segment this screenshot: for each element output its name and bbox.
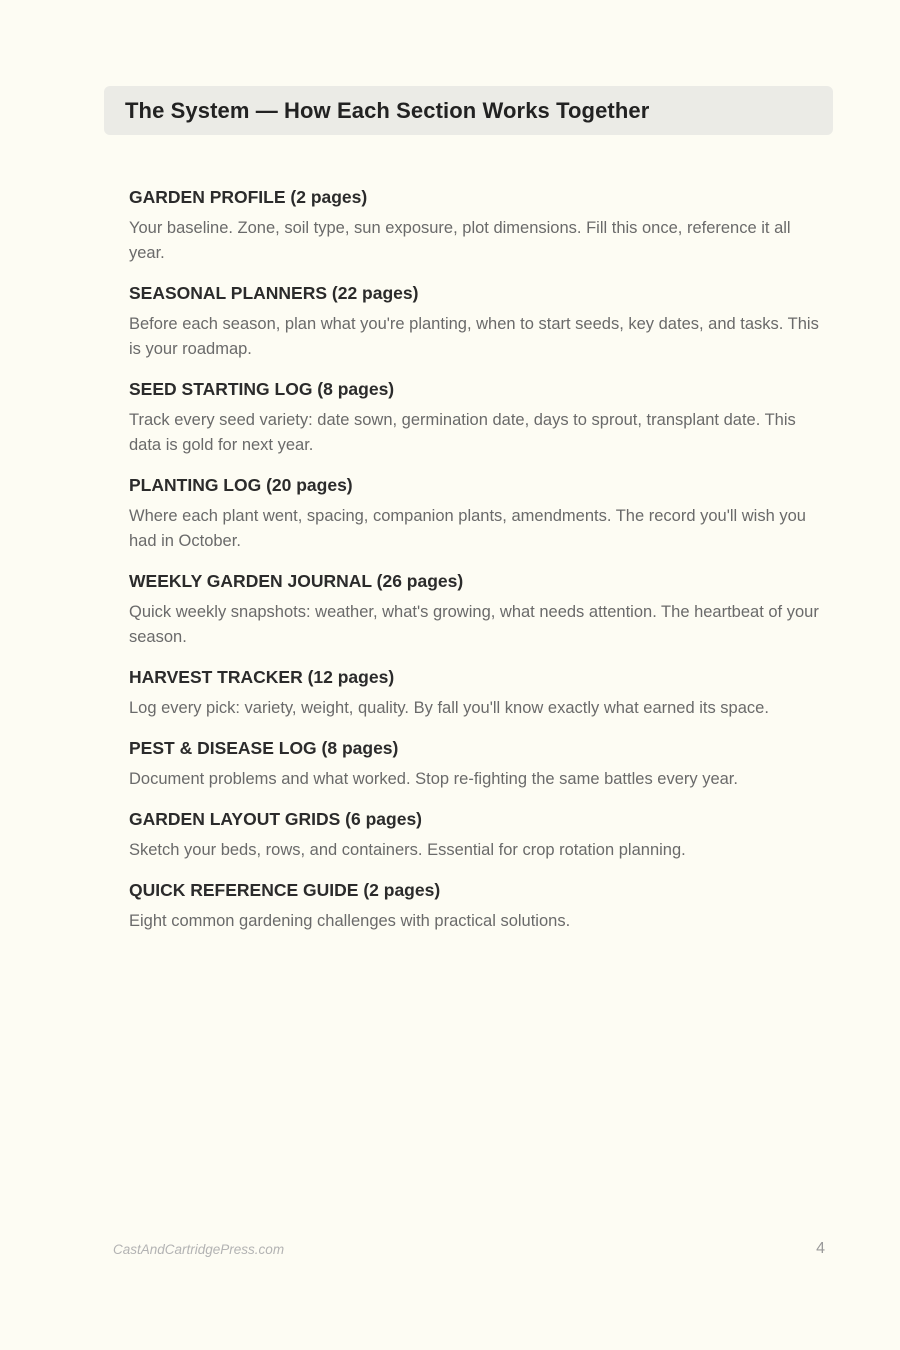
page-number: 4 (816, 1240, 825, 1257)
section-description: Before each season, plan what you're planting, when to start seeds, key dates, and tasks. This is your roadmap. (129, 315, 819, 358)
section-description: Sketch your beds, rows, and containers. Essential for crop rotation planning. (129, 841, 686, 859)
section-pest-disease-log (129, 736, 819, 792)
section-weekly-garden-journal (129, 569, 819, 650)
section-seed-starting-log (129, 377, 819, 458)
section-description: Log every pick: variety, weight, quality. By fall you'll know exactly what earned its space. (129, 699, 769, 717)
section-list (129, 185, 819, 949)
section-heading: PLANTING LOG (20 pages) (129, 475, 353, 495)
section-heading: HARVEST TRACKER (12 pages) (129, 667, 395, 687)
section-quick-reference-guide (129, 878, 819, 934)
section-harvest-tracker (129, 665, 819, 721)
section-description: Your baseline. Zone, soil type, sun exposure, plot dimensions. Fill this once, reference it all year. (129, 219, 791, 262)
section-garden-layout-grids (129, 807, 819, 863)
section-description: Track every seed variety: date sown, germination date, days to sprout, transplant date. This data is gold for next year. (129, 411, 796, 454)
section-heading: WEEKLY GARDEN JOURNAL (26 pages) (129, 571, 464, 591)
section-heading: PEST & DISEASE LOG (8 pages) (129, 738, 399, 758)
section-heading: QUICK REFERENCE GUIDE (2 pages) (129, 880, 441, 900)
section-seasonal-planners (129, 281, 819, 362)
section-heading: GARDEN LAYOUT GRIDS (6 pages) (129, 809, 423, 829)
section-description: Quick weekly snapshots: weather, what's growing, what needs attention. The heartbeat of your season. (129, 603, 819, 646)
section-description: Eight common gardening challenges with practical solutions. (129, 912, 571, 930)
footer-website: CastAndCartridgePress.com (113, 1242, 285, 1257)
section-planting-log (129, 473, 819, 554)
section-heading: SEED STARTING LOG (8 pages) (129, 379, 395, 399)
section-heading: GARDEN PROFILE (2 pages) (129, 187, 368, 207)
section-garden-profile (129, 185, 819, 266)
title-banner (104, 86, 833, 135)
page-title: The System — How Each Section Works Together (125, 97, 650, 123)
section-heading: SEASONAL PLANNERS (22 pages) (129, 283, 419, 303)
section-description: Where each plant went, spacing, companion plants, amendments. The record you'll wish you had in October. (129, 507, 806, 550)
section-description: Document problems and what worked. Stop re-fighting the same battles every year. (129, 770, 738, 788)
